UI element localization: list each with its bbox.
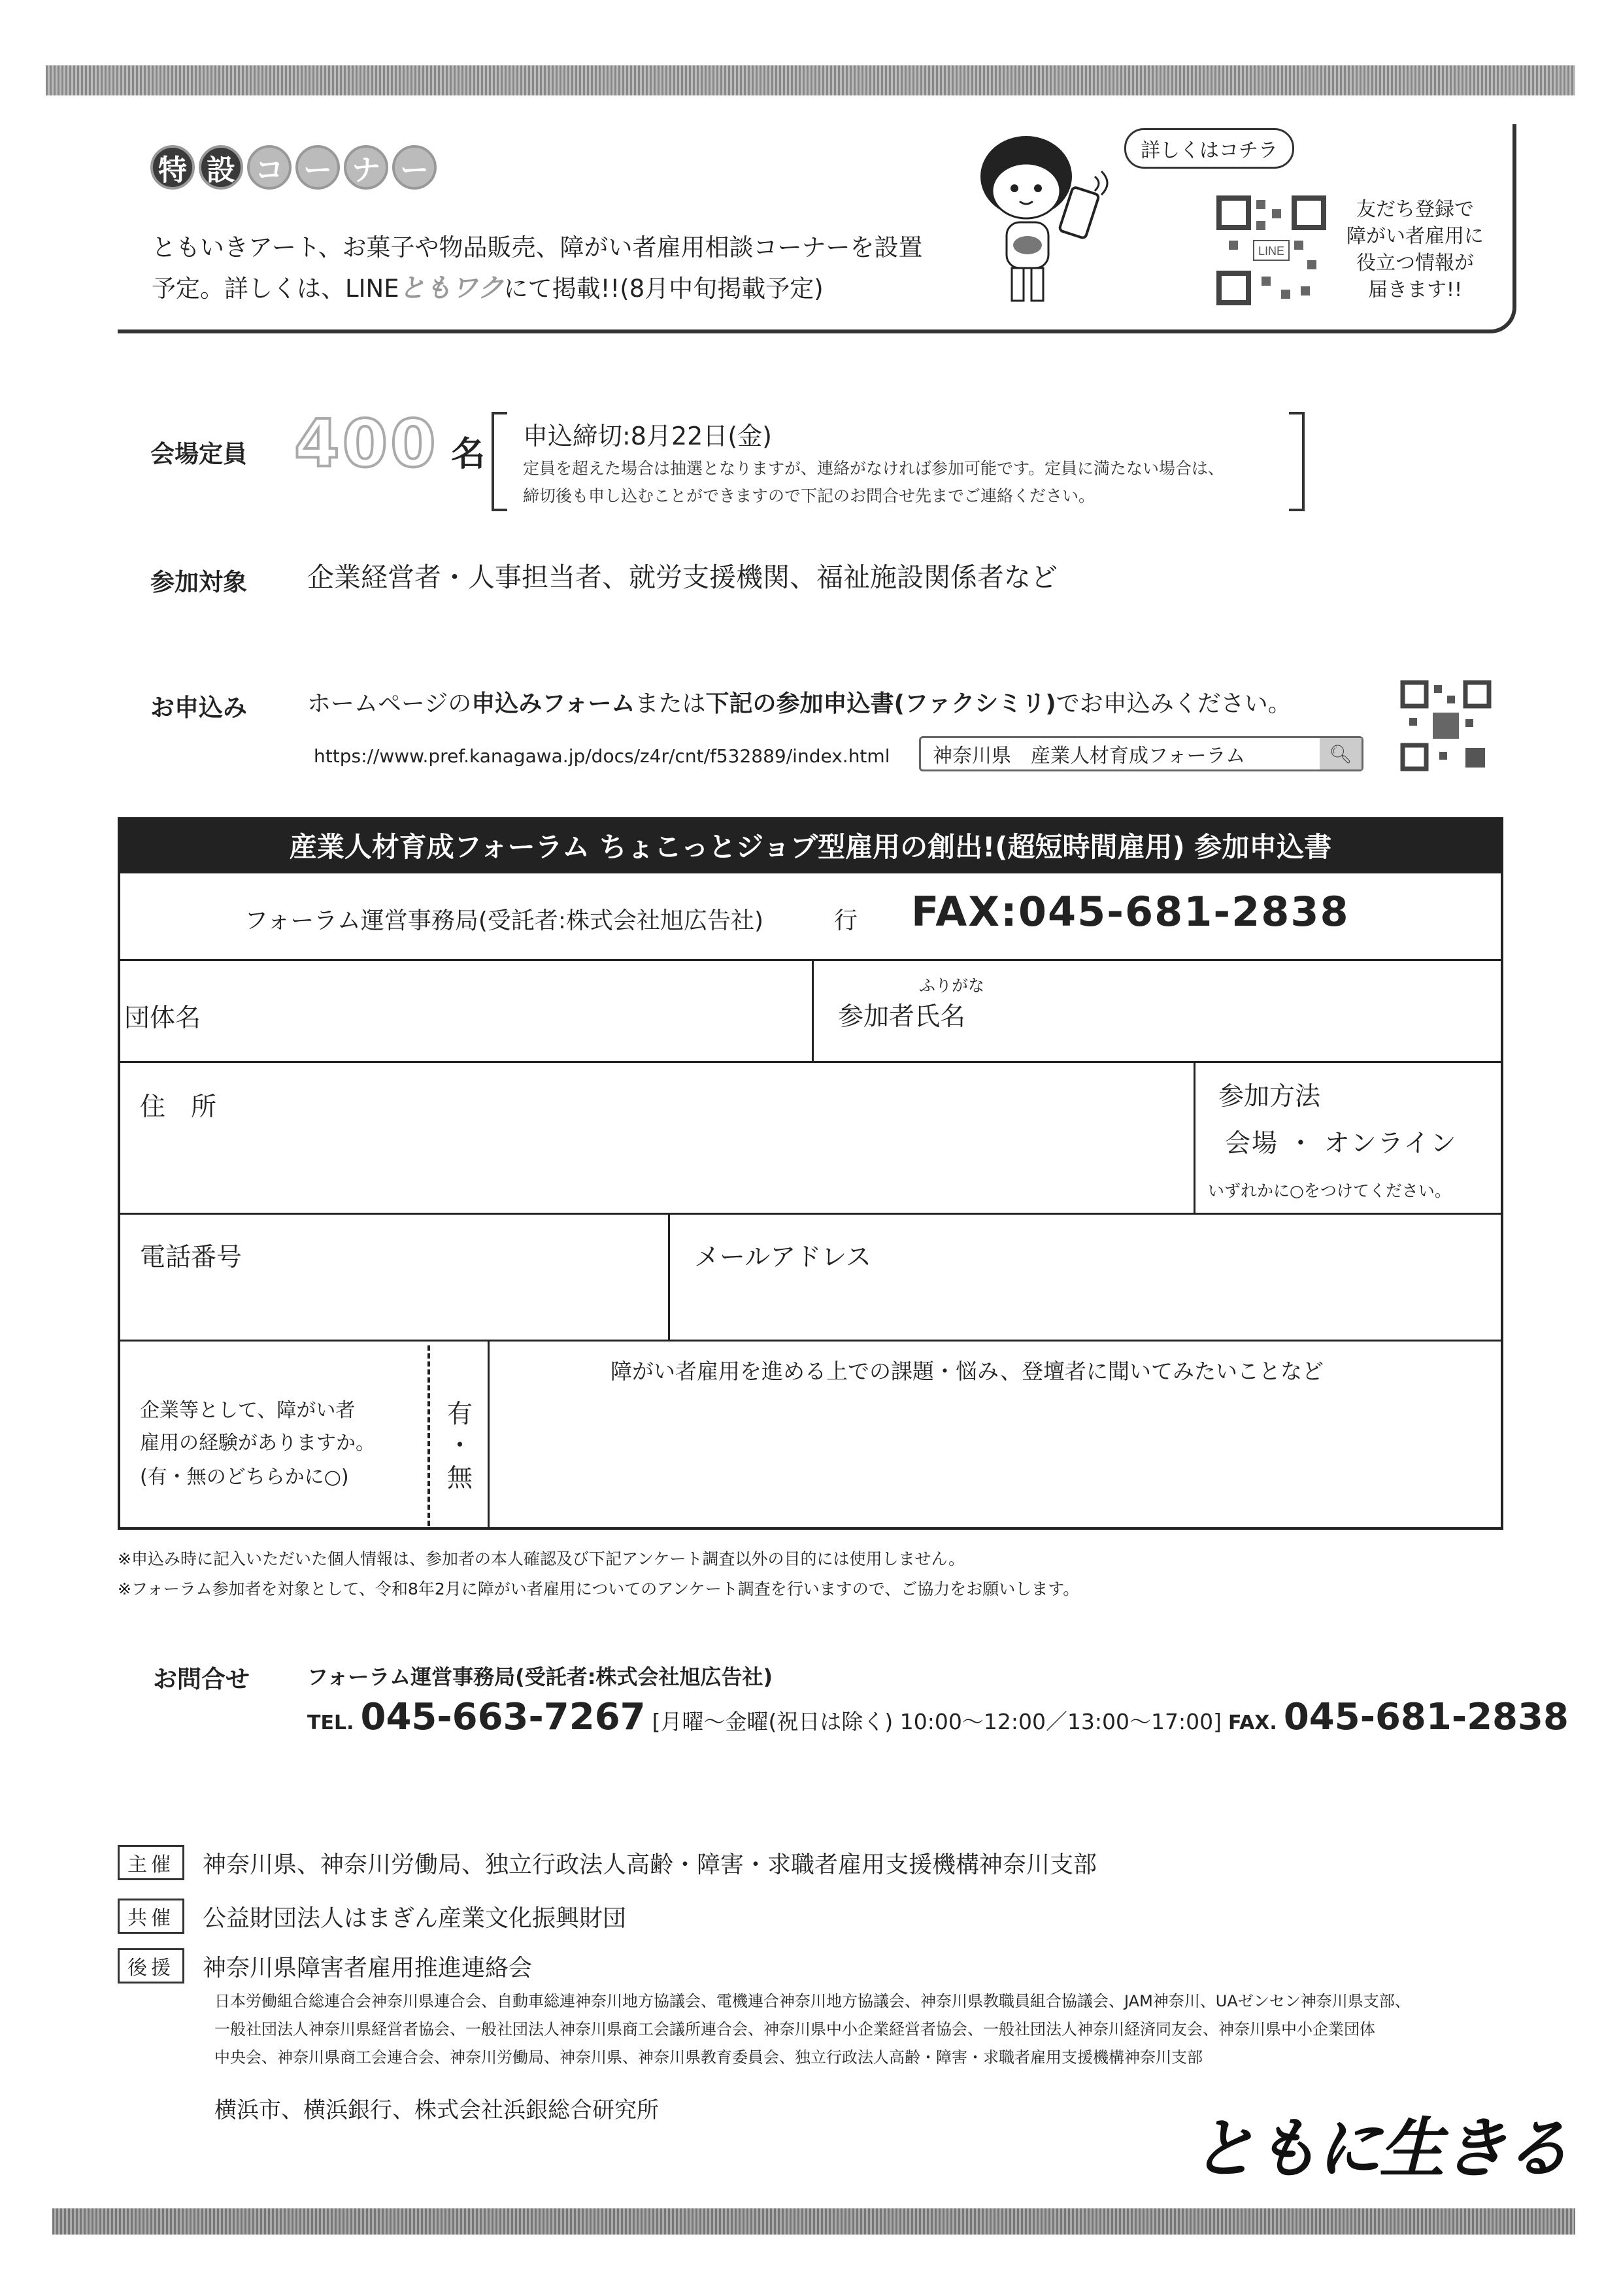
line-friend-text: 友だち登録で 障がい者雇用に 役立つ情報が 届きます!! xyxy=(1346,198,1484,301)
badge-char: ー xyxy=(392,145,437,190)
fax-to: 行 xyxy=(834,907,858,934)
badge-char: コ xyxy=(247,145,292,190)
badge-char: ー xyxy=(295,145,340,190)
mascot-illustration xyxy=(961,131,1111,320)
participant-name-field[interactable] xyxy=(814,961,1503,1061)
bracket-right xyxy=(1289,412,1305,511)
fax-prefix: FAX. xyxy=(1228,1712,1277,1734)
form-address-row xyxy=(120,1063,1501,1215)
phone-label: 電話番号 xyxy=(140,1243,242,1272)
apply-qr-code-icon[interactable] xyxy=(1400,680,1492,771)
details-speech-bubble: 詳しくはコチラ xyxy=(1124,128,1294,169)
organizer-tag: 主催 xyxy=(118,1845,184,1880)
badge-char: 特 xyxy=(150,145,195,190)
email-field[interactable] xyxy=(670,1215,1503,1340)
tomowaku-logo: ともワク xyxy=(399,273,504,303)
supporter-row xyxy=(118,1948,532,1984)
search-input[interactable]: 神奈川県 産業人材育成フォーラム xyxy=(933,745,1246,768)
tel-number[interactable]: 045-663-7267 xyxy=(360,1696,646,1738)
qr-line-label: LINE xyxy=(1258,245,1285,258)
co-organizer-value: 公益財団法人はまぎん産業文化振興財団 xyxy=(203,1904,627,1932)
target-label: 参加対象 xyxy=(150,568,247,596)
form-title: 産業人材育成フォーラム ちょこっとジョブ型雇用の創出!(超短時間雇用) 参加申込書 xyxy=(118,817,1503,873)
deadline-text: 申込締切:8月22日(金) xyxy=(523,422,772,450)
option-separator: ・ xyxy=(447,1431,473,1460)
furigana-label: ふりがな xyxy=(919,976,985,995)
method-note: いずれかに○をつけてください。 xyxy=(1208,1181,1451,1200)
form-name-row xyxy=(120,961,1501,1063)
apply-url-link[interactable]: https://www.pref.kanagawa.jp/docs/z4r/cnt/f532889/index.html xyxy=(314,745,890,767)
line-qr-code-icon[interactable] xyxy=(1216,195,1327,306)
co-organizer-row xyxy=(118,1899,626,1934)
capacity-label: 会場定員 xyxy=(150,440,247,468)
form-fax-row xyxy=(120,873,1501,961)
experience-yes-option[interactable]: 有 xyxy=(447,1400,473,1429)
tomoni-ikiru-logo: ともに生きる xyxy=(1191,2110,1567,2187)
bracket-left xyxy=(492,412,507,511)
co-organizer-tag: 共催 xyxy=(118,1899,184,1934)
address-field[interactable] xyxy=(120,1063,1194,1213)
target-value: 企業経営者・人事担当者、就労支援機関、福祉施設関係者など xyxy=(307,562,1058,593)
apply-instructions: ホームページの申込みフォームまたは下記の参加申込書(ファクシミリ)でお申込みください。 xyxy=(307,690,1292,717)
search-box[interactable] xyxy=(919,736,1363,771)
badge-char: 設 xyxy=(199,145,243,190)
local-supporters: 横浜市、横浜銀行、株式会社浜銀総合研究所 xyxy=(214,2097,659,2123)
org-name-field[interactable] xyxy=(120,961,812,1061)
address-label: 住 所 xyxy=(140,1092,217,1122)
method-label: 参加方法 xyxy=(1218,1082,1321,1111)
experience-question-3: (有・無のどちらかに○) xyxy=(140,1466,349,1489)
office-hours: [月曜～金曜(祝日は除く) 10:00～12:00／13:00～17:00] xyxy=(652,1709,1222,1734)
organizer-value: 神奈川県、神奈川労働局、独立行政法人高齢・障害・求職者雇用支援機構神奈川支部 xyxy=(203,1851,1097,1878)
tel-prefix: TEL. xyxy=(307,1712,354,1734)
supporter-list: 日本労働組合総連合会神奈川県連合会、自動車総連神奈川地方協議会、電機連合神奈川地方協議会、神奈川県教職員組合協議会、JAM神奈川、UAゼンセン神奈川県支部、 一般社団法人神奈川県経営者協会、一般社団法人神奈川県商工会議所連合会、神奈川県中小企業経営者協会、一般社団法人神奈川経済同友会、神奈川県中小企業団体 中央会、神奈川県商工会連合会、神奈川労働局、神奈川県、神奈川県教育委員会、独立行政法人高齢・障害・求職者雇用支援機構神奈川支部 xyxy=(214,1992,1411,2067)
capacity-unit: 名 xyxy=(451,435,486,474)
phone-field[interactable] xyxy=(120,1215,668,1340)
participant-name-label: 参加者氏名 xyxy=(838,1002,966,1032)
question-prompt: 障がい者雇用を進める上での課題・悩み、登壇者に聞いてみたいことなど xyxy=(610,1359,1324,1384)
supporter-tag: 後援 xyxy=(118,1948,184,1984)
method-options[interactable]: 会場 ・ オンライン xyxy=(1225,1129,1458,1158)
experience-question-2: 雇用の経験がありますか。 xyxy=(140,1432,375,1455)
capacity-note: 定員を超えた場合は抽選となりますが、連絡がなければ参加可能です。定員に満たない場合は、 締切後も申し込むことができますので下記のお問合せ先までご連絡ください。 xyxy=(523,459,1225,505)
form-experience-row xyxy=(120,1342,1501,1530)
fax-number: FAX:045-681-2838 xyxy=(911,888,1350,936)
form-contact-row xyxy=(120,1215,1501,1342)
contact-office: フォーラム運営事務局(受託者:株式会社旭広告社) xyxy=(307,1664,773,1689)
apply-form-link[interactable]: 申込みフォーム xyxy=(471,690,635,717)
top-border-bar xyxy=(46,65,1575,95)
fax-office: フォーラム運営事務局(受託者:株式会社旭広告社) xyxy=(244,907,764,934)
contact-label: お問合せ xyxy=(153,1665,250,1693)
form-notes: ※申込み時に記入いただいた個人情報は、参加者の本人確認及び下記アンケート調査以外の目的には使用しません。 ※フォーラム参加者を対象として、令和8年2月に障がい者雇用についてのアンケート調査を行いますので、ご協力をお願いします。 xyxy=(118,1549,1080,1598)
contact-fax-number: 045-681-2838 xyxy=(1283,1696,1569,1738)
organizer-row xyxy=(118,1845,1097,1880)
bottom-border-bar xyxy=(52,2208,1575,2235)
supporter-value: 神奈川県障害者雇用推進連絡会 xyxy=(203,1954,533,1982)
org-name-label: 団体名 xyxy=(124,1004,201,1033)
special-corner-description: ともいきアート、お菓子や物品販売、障がい者雇用相談コーナーを設置 予定。詳しくは、LINEともワクにて掲載!!(8月中旬掲載予定) xyxy=(152,233,923,303)
apply-label: お申込み xyxy=(150,694,247,722)
capacity-number: 400 xyxy=(294,405,439,482)
question-answer-field[interactable] xyxy=(490,1342,1503,1530)
contact-phone-line xyxy=(307,1696,1569,1738)
application-form xyxy=(118,873,1503,1530)
experience-no-option[interactable]: 無 xyxy=(447,1464,473,1493)
email-label: メールアドレス xyxy=(694,1243,872,1272)
search-icon[interactable]: 🔍︎ xyxy=(1320,738,1362,769)
special-corner-badges xyxy=(150,145,437,190)
badge-char: ナ xyxy=(344,145,388,190)
experience-question-1: 企業等として、障がい者 xyxy=(140,1399,356,1422)
